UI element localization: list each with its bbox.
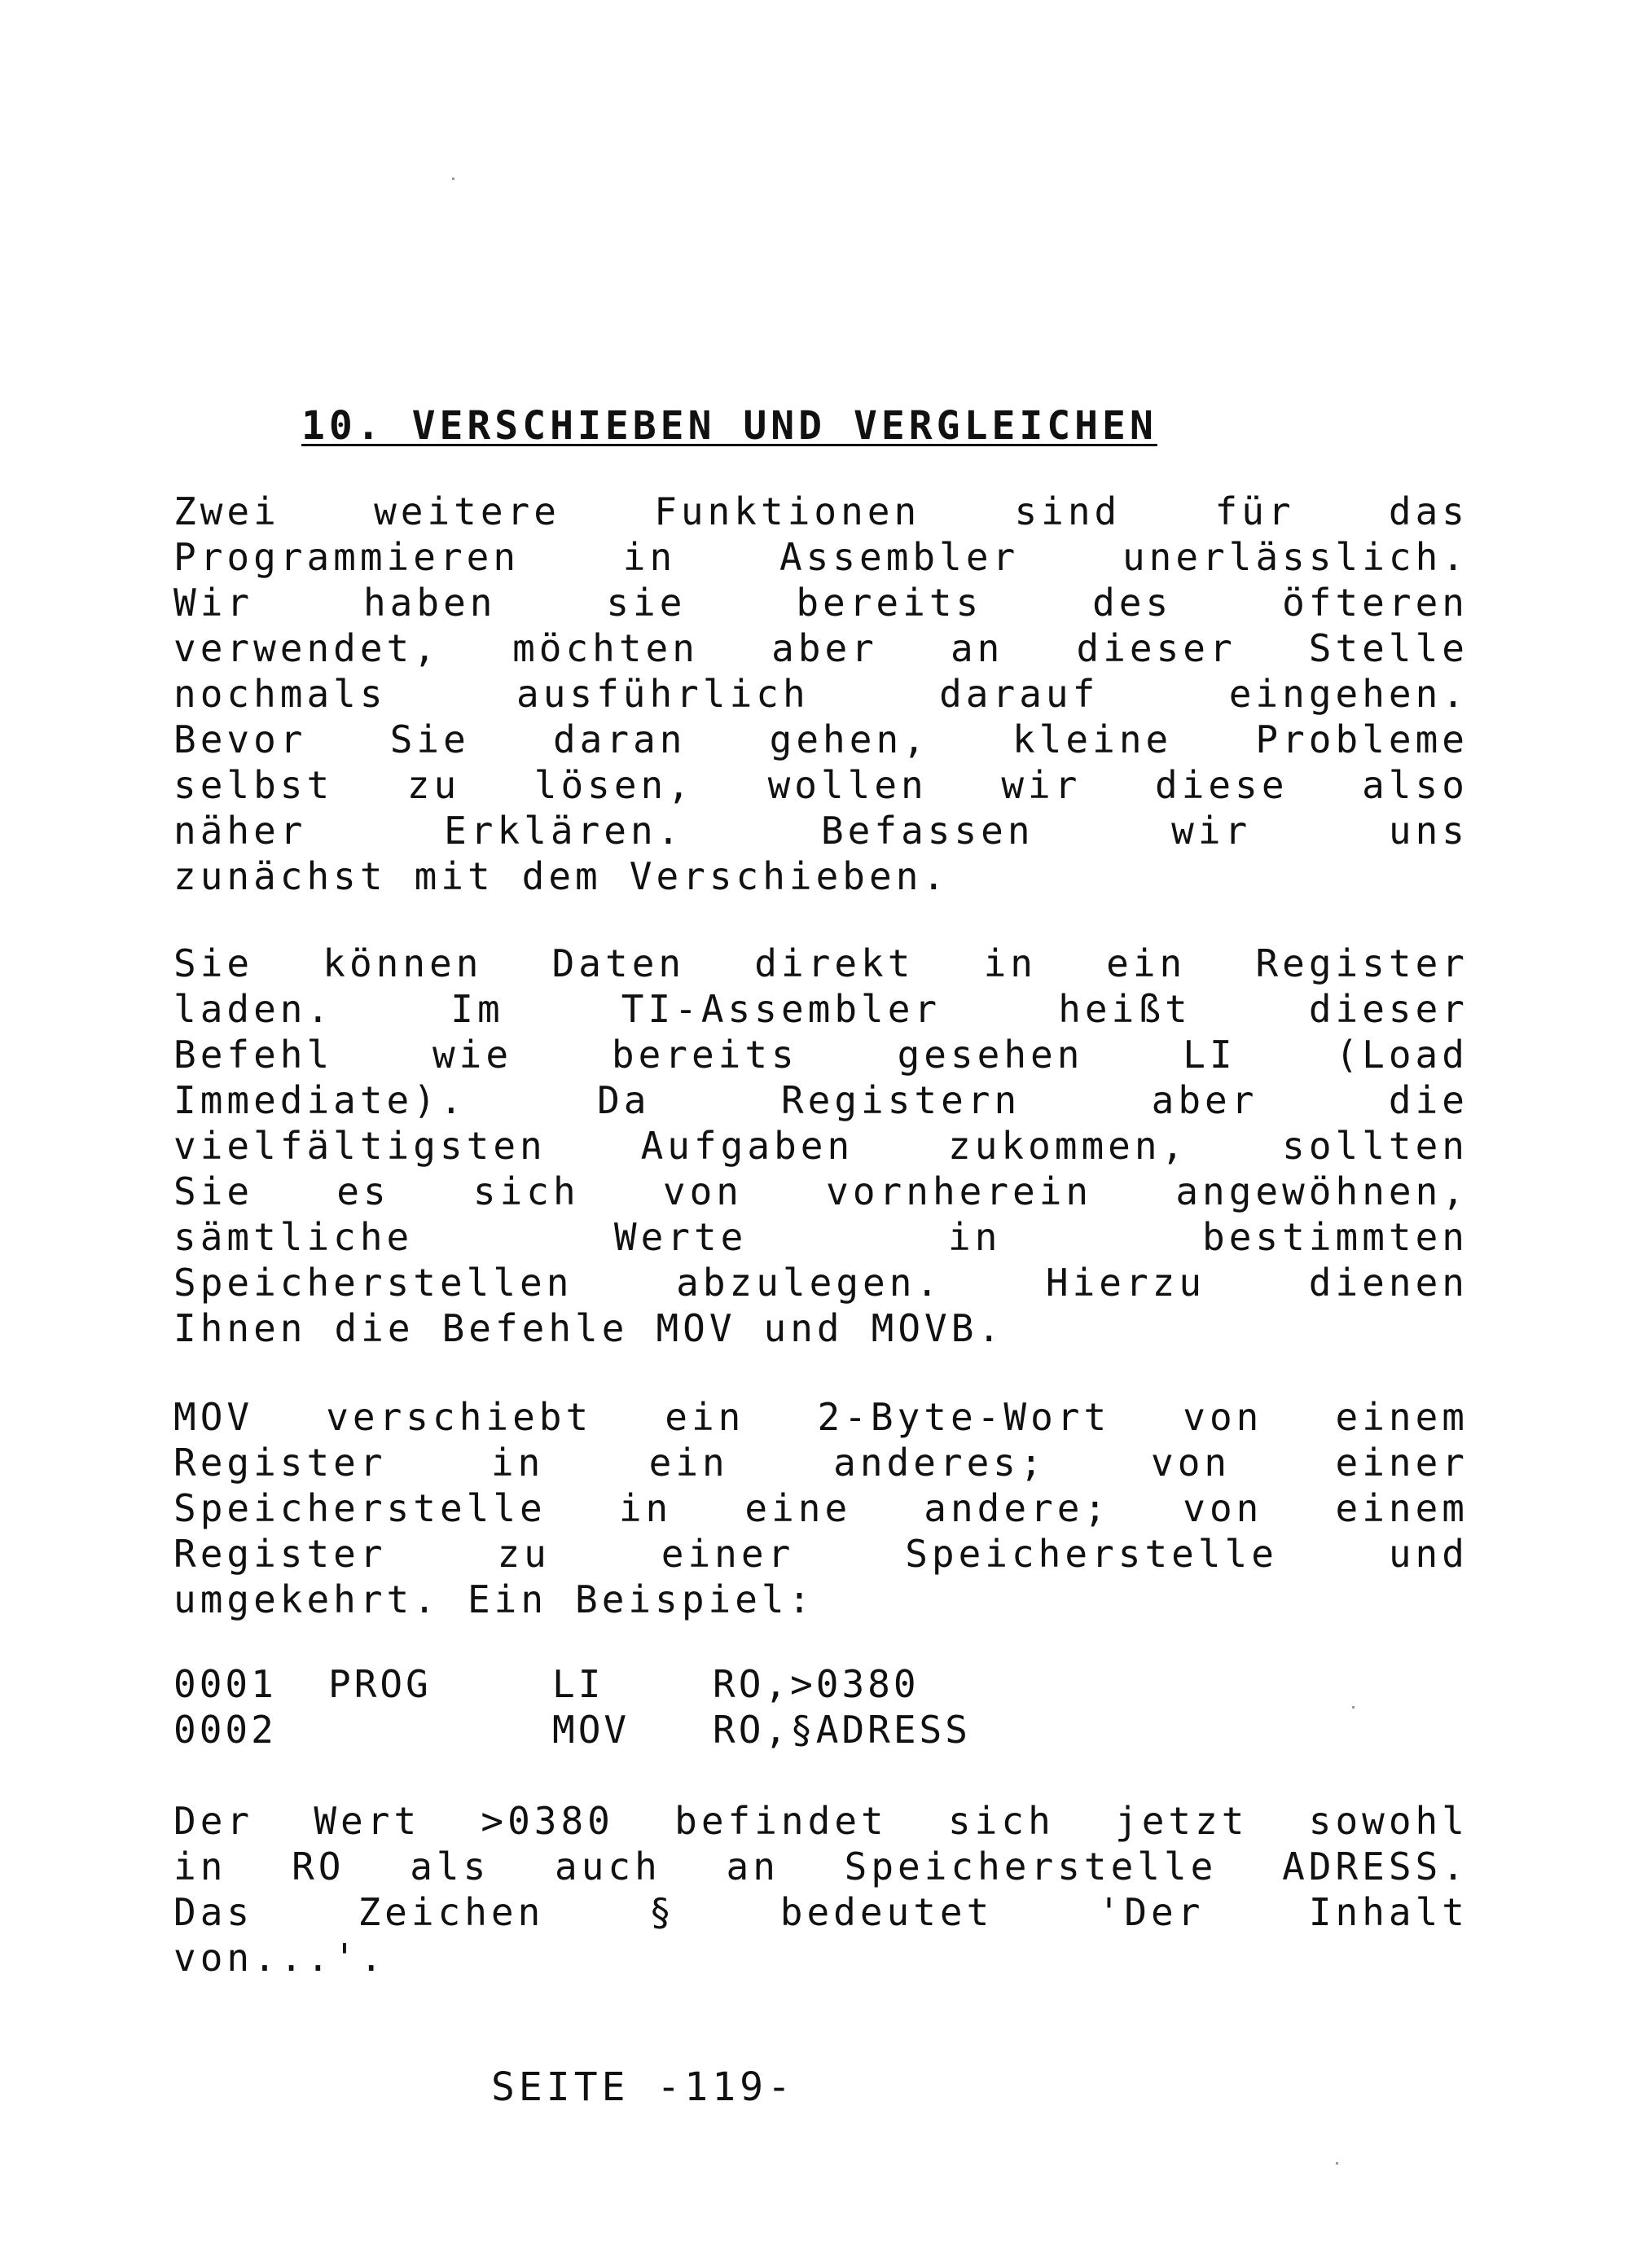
word: Assembler bbox=[779, 535, 1020, 579]
word: Zeichen bbox=[358, 1890, 545, 1934]
word: Stelle bbox=[1308, 626, 1469, 670]
word: sowohl bbox=[1308, 1799, 1469, 1843]
word: (Load bbox=[1335, 1033, 1469, 1077]
word: unerlässlich. bbox=[1122, 535, 1469, 579]
paragraph-mov bbox=[173, 1394, 1469, 1622]
word: Da bbox=[597, 1078, 651, 1122]
word: einem bbox=[1335, 1395, 1469, 1439]
word: sämtliche bbox=[173, 1215, 414, 1259]
word: dieser bbox=[1076, 626, 1236, 670]
word: in bbox=[490, 1441, 545, 1485]
word: Register bbox=[173, 1441, 387, 1485]
word: für bbox=[1214, 489, 1295, 533]
word: angewöhnen, bbox=[1175, 1169, 1469, 1213]
scan-speck bbox=[1336, 2162, 1338, 2165]
text-line bbox=[173, 1032, 1469, 1077]
word: wir bbox=[1001, 763, 1082, 807]
word: von bbox=[662, 1169, 743, 1213]
word: die bbox=[334, 1306, 415, 1350]
word: heißt bbox=[1058, 987, 1192, 1031]
word: Wir bbox=[173, 581, 254, 625]
text-line bbox=[173, 1577, 1469, 1622]
word: Der bbox=[173, 1799, 254, 1843]
paragraph-registers bbox=[173, 941, 1469, 1351]
word: Ihnen bbox=[173, 1306, 307, 1350]
word: Register bbox=[173, 1532, 387, 1576]
word: Speicherstelle bbox=[173, 1486, 547, 1530]
text-line bbox=[173, 534, 1469, 580]
word: Befehl bbox=[173, 1033, 334, 1077]
code-operand: RO,§ADRESS bbox=[713, 1708, 971, 1752]
word: haben bbox=[362, 581, 497, 625]
scan-speck bbox=[1352, 1706, 1355, 1709]
word: Werte bbox=[613, 1215, 748, 1259]
word: bereits bbox=[611, 1033, 798, 1077]
word: vornherein bbox=[826, 1169, 1093, 1213]
word: von bbox=[1183, 1395, 1263, 1439]
word: öfteren bbox=[1282, 581, 1469, 625]
word: Sie bbox=[173, 1169, 254, 1213]
word: uns bbox=[1388, 809, 1469, 853]
word: Speicherstellen bbox=[173, 1261, 573, 1305]
word: kleine bbox=[1012, 717, 1173, 761]
word: von bbox=[1151, 1441, 1232, 1485]
word: Funktionen bbox=[654, 489, 921, 533]
code-opcode: LI bbox=[552, 1662, 604, 1706]
text-line bbox=[173, 1935, 1469, 1981]
chapter-heading: 10. VERSCHIEBEN UND VERGLEICHEN bbox=[301, 403, 1157, 449]
word: Erklären. bbox=[444, 809, 684, 853]
text-line bbox=[173, 762, 1469, 808]
text-line bbox=[173, 671, 1469, 717]
word: lösen, bbox=[533, 763, 694, 807]
word: direkt bbox=[754, 941, 915, 985]
word: andere; bbox=[924, 1486, 1111, 1530]
word: des bbox=[1092, 581, 1173, 625]
word: möchten bbox=[512, 626, 699, 670]
paragraph-intro bbox=[173, 489, 1469, 899]
word: bedeutet bbox=[779, 1890, 994, 1934]
word: Inhalt bbox=[1308, 1890, 1469, 1934]
word: sich bbox=[472, 1169, 580, 1213]
text-line bbox=[173, 1844, 1469, 1889]
word: RO bbox=[292, 1845, 345, 1889]
word: Daten bbox=[551, 941, 686, 985]
word: Bevor bbox=[173, 717, 307, 761]
text-line bbox=[173, 1889, 1469, 1935]
word: es bbox=[336, 1169, 390, 1213]
word: TI-Assembler bbox=[621, 987, 942, 1031]
code-operand: RO,>0380 bbox=[713, 1662, 920, 1706]
word: dienen bbox=[1308, 1261, 1469, 1305]
word: Hierzu bbox=[1045, 1261, 1206, 1305]
word: in bbox=[618, 1486, 673, 1530]
word: daran bbox=[552, 717, 687, 761]
word: darauf bbox=[939, 672, 1100, 716]
word: Sie bbox=[389, 717, 470, 761]
word: zu bbox=[406, 763, 461, 807]
word: einem bbox=[1335, 1486, 1469, 1530]
word: zu bbox=[497, 1532, 551, 1576]
text-line bbox=[173, 1798, 1469, 1844]
word: und bbox=[1388, 1532, 1469, 1576]
word: LI bbox=[1183, 1033, 1236, 1077]
word: einer bbox=[1335, 1441, 1469, 1485]
word: MOVB. bbox=[871, 1306, 1005, 1350]
word: in bbox=[948, 1215, 1002, 1259]
text-line bbox=[173, 1531, 1469, 1577]
word: bestimmten bbox=[1202, 1215, 1469, 1259]
line-number: 0002 bbox=[173, 1708, 277, 1752]
word: Das bbox=[173, 1890, 254, 1934]
word: gesehen bbox=[897, 1033, 1084, 1077]
word: Probleme bbox=[1255, 717, 1469, 761]
word: als bbox=[410, 1845, 490, 1889]
word: befindet bbox=[674, 1799, 888, 1843]
word: Wert bbox=[314, 1799, 421, 1843]
word: Register bbox=[1255, 941, 1469, 985]
word: nochmals bbox=[173, 672, 387, 716]
word: eingehen. bbox=[1228, 672, 1469, 716]
word: Beispiel: bbox=[575, 1577, 815, 1621]
word: Zwei bbox=[173, 489, 280, 533]
word: MOV bbox=[656, 1306, 736, 1350]
word: sollten bbox=[1282, 1124, 1469, 1168]
word: Sie bbox=[173, 941, 254, 985]
word: einer bbox=[661, 1532, 795, 1576]
word: umgekehrt. bbox=[173, 1577, 440, 1621]
text-line bbox=[173, 625, 1469, 671]
word: gehen, bbox=[769, 717, 929, 761]
text-line bbox=[173, 1260, 1469, 1305]
word: die bbox=[1388, 1078, 1469, 1122]
word: wollen bbox=[767, 763, 928, 807]
word: Immediate). bbox=[173, 1078, 467, 1122]
word: vielfältigsten bbox=[173, 1124, 547, 1168]
text-line bbox=[173, 489, 1469, 534]
word: ein bbox=[1106, 941, 1187, 985]
word: an bbox=[726, 1845, 779, 1889]
word: in bbox=[622, 535, 677, 579]
text-line bbox=[173, 1485, 1469, 1531]
text-line bbox=[173, 1169, 1469, 1214]
word: >0380 bbox=[481, 1799, 614, 1843]
text-line bbox=[173, 1305, 1469, 1351]
text-line bbox=[173, 986, 1469, 1032]
code-line bbox=[173, 1661, 1469, 1707]
word: Speicherstelle bbox=[844, 1845, 1218, 1889]
word: sich bbox=[947, 1799, 1055, 1843]
word: aber bbox=[771, 626, 878, 670]
word: auch bbox=[555, 1845, 661, 1889]
word: Programmieren bbox=[173, 535, 520, 579]
word: Speicherstelle bbox=[905, 1532, 1278, 1576]
word: ein bbox=[648, 1441, 729, 1485]
code-line bbox=[173, 1707, 1469, 1753]
word: wir bbox=[1171, 809, 1252, 853]
word: 2-Byte-Wort bbox=[817, 1395, 1111, 1439]
word: von...'. bbox=[173, 1936, 387, 1980]
word: Aufgaben bbox=[640, 1124, 854, 1168]
word: das bbox=[1388, 489, 1469, 533]
text-line bbox=[173, 1123, 1469, 1169]
word: ausführlich bbox=[516, 672, 810, 716]
word: in bbox=[983, 941, 1037, 985]
code-listing bbox=[173, 1661, 1469, 1753]
word: verwendet, bbox=[173, 626, 440, 670]
word: ADRESS. bbox=[1282, 1845, 1469, 1889]
word: zukommen, bbox=[948, 1124, 1188, 1168]
word: und bbox=[763, 1306, 844, 1350]
word: näher bbox=[173, 809, 307, 853]
word: 'Der bbox=[1097, 1890, 1205, 1934]
word: abzulegen. bbox=[676, 1261, 943, 1305]
word: laden. bbox=[173, 987, 334, 1031]
word: Verschieben. bbox=[629, 854, 950, 898]
text-line bbox=[173, 1440, 1469, 1485]
word: mit bbox=[414, 854, 494, 898]
page-number: SEITE -119- bbox=[491, 2064, 795, 2110]
word: Im bbox=[450, 987, 504, 1031]
word: sind bbox=[1014, 489, 1122, 533]
line-number: 0001 bbox=[173, 1662, 277, 1706]
text-line bbox=[173, 941, 1469, 986]
code-label: PROG bbox=[328, 1662, 432, 1706]
text-line bbox=[173, 1077, 1469, 1123]
word: diese bbox=[1155, 763, 1289, 807]
word: dieser bbox=[1308, 987, 1469, 1031]
word: zunächst bbox=[173, 854, 387, 898]
word: § bbox=[648, 1890, 676, 1934]
code-opcode: MOV bbox=[552, 1708, 630, 1752]
word: ein bbox=[665, 1395, 745, 1439]
word: können bbox=[323, 941, 483, 985]
text-line bbox=[173, 580, 1469, 625]
word: verschiebt bbox=[326, 1395, 593, 1439]
paragraph-explanation bbox=[173, 1798, 1469, 1981]
word: jetzt bbox=[1115, 1799, 1249, 1843]
text-line bbox=[173, 853, 1469, 899]
word: weitere bbox=[374, 489, 560, 533]
text-line bbox=[173, 717, 1469, 762]
word: Ein bbox=[467, 1577, 548, 1621]
word: sie bbox=[606, 581, 687, 625]
word: selbst bbox=[173, 763, 334, 807]
word: an bbox=[950, 626, 1004, 670]
word: Befassen bbox=[820, 809, 1034, 853]
word: Befehle bbox=[441, 1306, 629, 1350]
word: eine bbox=[744, 1486, 852, 1530]
word: dem bbox=[521, 854, 602, 898]
text-line bbox=[173, 808, 1469, 853]
word: wie bbox=[432, 1033, 513, 1077]
word: Registern bbox=[780, 1078, 1021, 1122]
word: aber bbox=[1151, 1078, 1258, 1122]
word: anderes; bbox=[833, 1441, 1047, 1485]
text-line bbox=[173, 1214, 1469, 1260]
word: von bbox=[1183, 1486, 1263, 1530]
word: MOV bbox=[173, 1395, 254, 1439]
word: in bbox=[173, 1845, 227, 1889]
word: bereits bbox=[796, 581, 983, 625]
word: also bbox=[1362, 763, 1469, 807]
text-line bbox=[173, 1394, 1469, 1440]
scan-speck bbox=[452, 178, 454, 180]
